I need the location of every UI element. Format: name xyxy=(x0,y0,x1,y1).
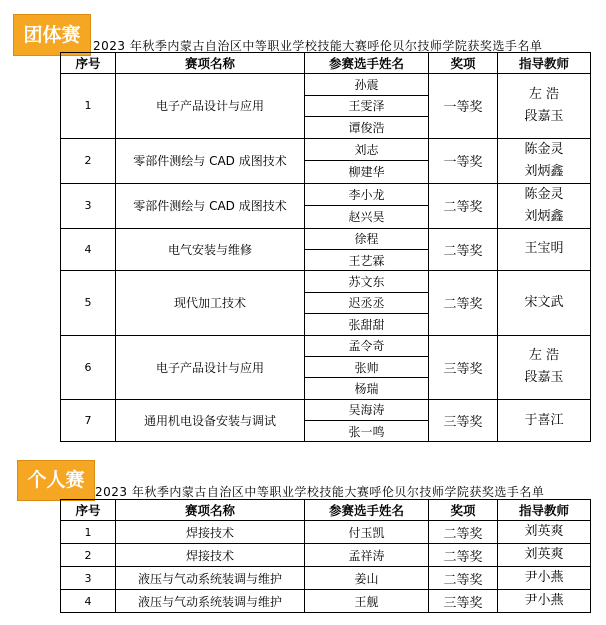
event-name: 液压与气动系统装调与维护 xyxy=(116,567,305,590)
teacher-cell xyxy=(498,271,591,335)
individual-badge: 个人赛 xyxy=(17,460,95,501)
award: 三等奖 xyxy=(429,335,498,399)
event-name: 电子产品设计与应用 xyxy=(116,335,305,399)
event-name: 电气安装与维修 xyxy=(116,228,305,271)
teacher-name: 于喜江 xyxy=(524,412,564,428)
student-name: 王舰 xyxy=(305,590,429,613)
event-name: 焊接技术 xyxy=(116,521,305,544)
event-name: 电子产品设计与应用 xyxy=(116,74,305,138)
student-name: 张帅 xyxy=(305,356,429,377)
student-name: 杨瑞 xyxy=(305,378,429,399)
event-name: 零部件测绘与 CAD 成图技术 xyxy=(116,183,305,228)
teacher-cell xyxy=(498,399,591,442)
award: 三等奖 xyxy=(429,590,498,613)
team-header-row xyxy=(61,53,591,74)
table-row xyxy=(61,74,591,95)
teacher-name: 宋文武 xyxy=(524,294,564,310)
row-number: 2 xyxy=(61,544,116,567)
student-name: 吴海涛 xyxy=(305,399,429,420)
student-name: 李小龙 xyxy=(305,183,429,206)
teacher-cell xyxy=(498,74,591,138)
student-name: 柳建华 xyxy=(305,161,429,184)
teacher-name: 尹小燕 xyxy=(498,567,591,590)
table-row xyxy=(61,521,591,544)
award: 二等奖 xyxy=(429,228,498,271)
team-header-cell: 参赛选手姓名 xyxy=(305,53,429,74)
student-name: 赵兴昊 xyxy=(305,206,429,229)
student-name: 张甜甜 xyxy=(305,314,429,335)
teacher-name: 尹小燕 xyxy=(498,590,591,613)
row-number: 3 xyxy=(61,183,116,228)
student-name: 孙震 xyxy=(305,74,429,95)
teacher-name: 陈金灵 xyxy=(524,141,564,157)
team-badge: 团体赛 xyxy=(13,14,91,56)
row-number: 7 xyxy=(61,399,116,442)
event-name: 液压与气动系统装调与维护 xyxy=(116,590,305,613)
teacher-name: 刘炳鑫 xyxy=(524,163,564,179)
row-number: 3 xyxy=(61,567,116,590)
event-name: 焊接技术 xyxy=(116,544,305,567)
event-name: 现代加工技术 xyxy=(116,271,305,335)
table-row xyxy=(61,399,591,420)
team-header-cell: 赛项名称 xyxy=(116,53,305,74)
student-name: 王艺霖 xyxy=(305,249,429,270)
teacher-name: 段嘉玉 xyxy=(524,108,564,124)
teacher-cell xyxy=(498,335,591,399)
award: 二等奖 xyxy=(429,544,498,567)
award: 一等奖 xyxy=(429,74,498,138)
table-row xyxy=(61,228,591,249)
individual-header-cell: 奖项 xyxy=(429,500,498,521)
row-number: 1 xyxy=(61,521,116,544)
award: 一等奖 xyxy=(429,138,498,183)
individual-header-cell: 序号 xyxy=(61,500,116,521)
table-row xyxy=(61,183,591,206)
student-name: 徐程 xyxy=(305,228,429,249)
teacher-name: 刘英爽 xyxy=(498,521,591,544)
table-row xyxy=(61,544,591,567)
student-name: 苏文东 xyxy=(305,271,429,292)
award: 二等奖 xyxy=(429,183,498,228)
student-name: 孟令奇 xyxy=(305,335,429,356)
teacher-name: 左 浩 xyxy=(528,86,560,102)
teacher-cell xyxy=(498,228,591,271)
teacher-name: 王宝明 xyxy=(524,241,564,257)
row-number: 4 xyxy=(61,228,116,271)
individual-title: 2023 年秋季内蒙古自治区中等职业学校技能大赛呼伦贝尔技师学院获奖选手名单 xyxy=(95,485,545,499)
team-header-cell: 奖项 xyxy=(429,53,498,74)
individual-header-row xyxy=(61,500,591,521)
student-name: 刘志 xyxy=(305,138,429,161)
row-number: 6 xyxy=(61,335,116,399)
student-name: 张一鸣 xyxy=(305,421,429,442)
student-name: 王雯泽 xyxy=(305,95,429,116)
table-row xyxy=(61,567,591,590)
teacher-cell xyxy=(498,183,591,228)
student-name: 迟丞丞 xyxy=(305,292,429,313)
award: 二等奖 xyxy=(429,521,498,544)
row-number: 1 xyxy=(61,74,116,138)
award: 三等奖 xyxy=(429,399,498,442)
teacher-cell xyxy=(498,138,591,183)
individual-header-cell: 参赛选手姓名 xyxy=(305,500,429,521)
team-header-cell: 指导教师 xyxy=(498,53,591,74)
individual-table xyxy=(60,499,591,613)
student-name: 姜山 xyxy=(305,567,429,590)
event-name: 零部件测绘与 CAD 成图技术 xyxy=(116,138,305,183)
table-row xyxy=(61,590,591,613)
team-table xyxy=(60,52,591,442)
student-name: 谭俊浩 xyxy=(305,117,429,138)
teacher-name: 左 浩 xyxy=(528,348,560,364)
team-title: 2023 年秋季内蒙古自治区中等职业学校技能大赛呼伦贝尔技师学院获奖选手名单 xyxy=(93,39,543,53)
table-row xyxy=(61,138,591,161)
award: 二等奖 xyxy=(429,271,498,335)
teacher-name: 刘英爽 xyxy=(498,544,591,567)
award: 二等奖 xyxy=(429,567,498,590)
teacher-name: 陈金灵 xyxy=(524,186,564,202)
table-row xyxy=(61,335,591,356)
teacher-name: 刘炳鑫 xyxy=(524,208,564,224)
student-name: 孟祥涛 xyxy=(305,544,429,567)
team-header-cell: 序号 xyxy=(61,53,116,74)
row-number: 5 xyxy=(61,271,116,335)
event-name: 通用机电设备安装与调试 xyxy=(116,399,305,442)
table-row xyxy=(61,271,591,292)
teacher-name: 段嘉玉 xyxy=(524,370,564,386)
individual-header-cell: 赛项名称 xyxy=(116,500,305,521)
student-name: 付玉凯 xyxy=(305,521,429,544)
row-number: 4 xyxy=(61,590,116,613)
individual-header-cell: 指导教师 xyxy=(498,500,591,521)
row-number: 2 xyxy=(61,138,116,183)
